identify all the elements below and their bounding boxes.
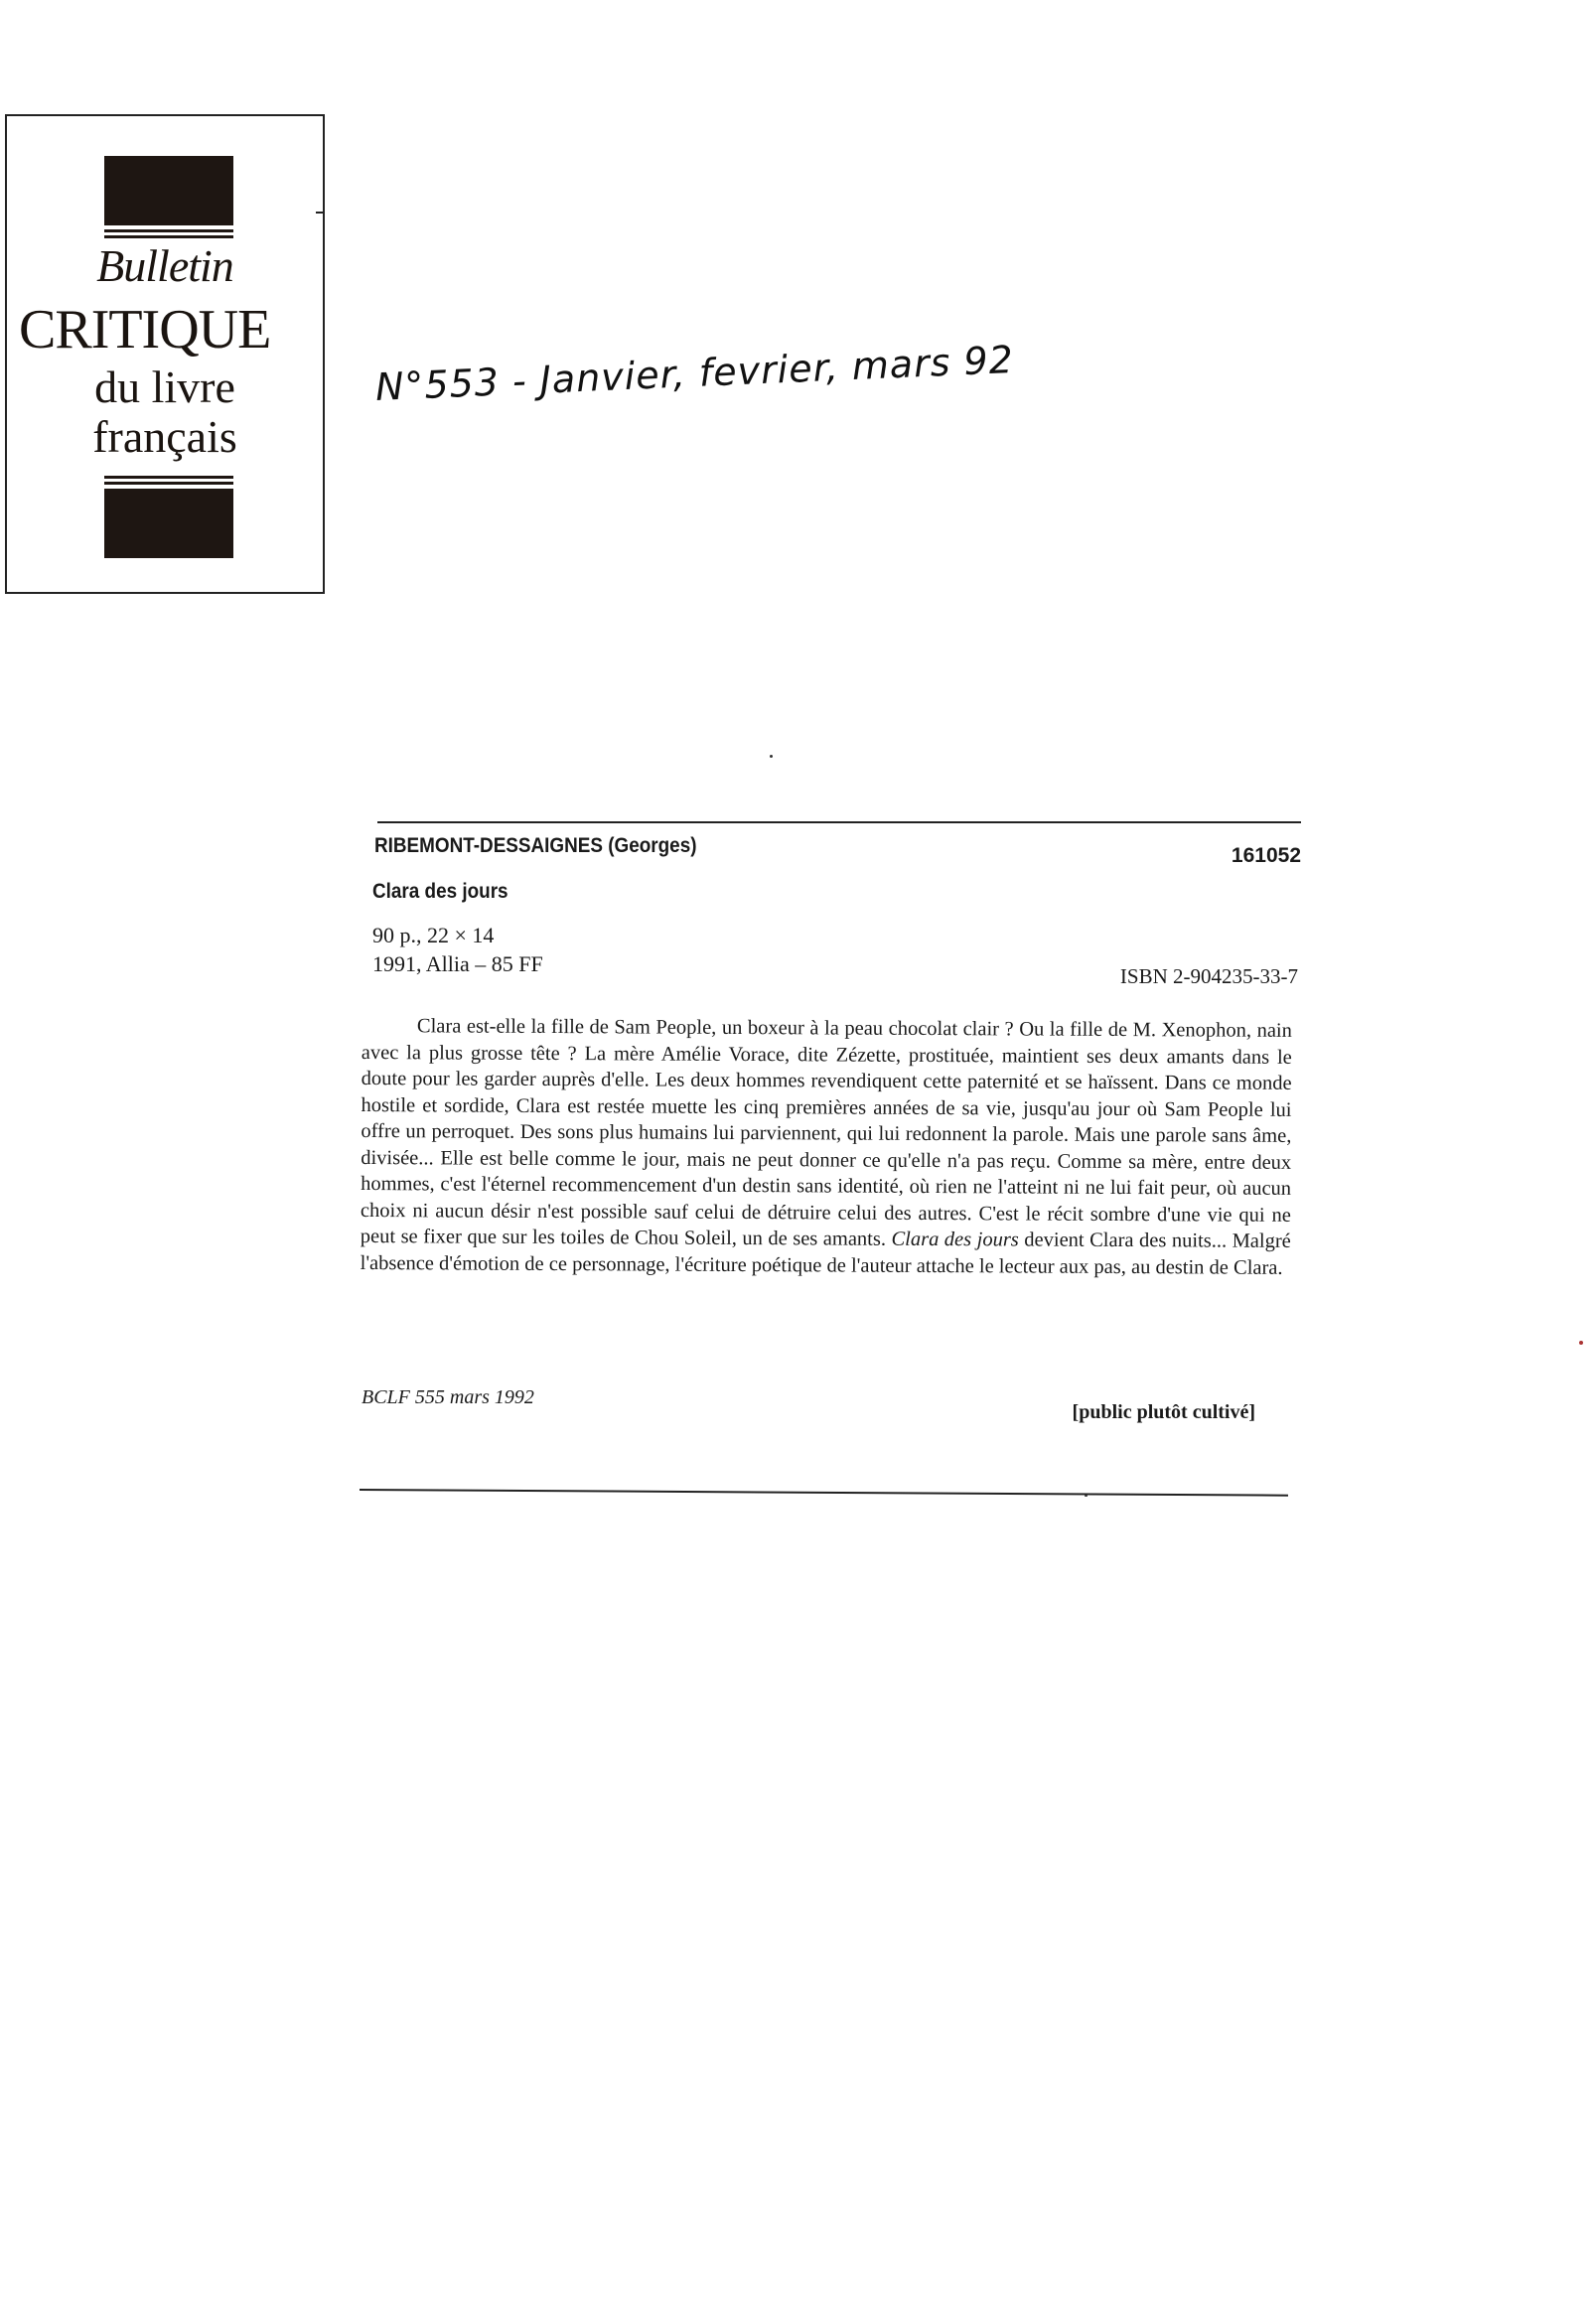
scan-speck [770, 755, 773, 758]
masthead-bottom-block [104, 489, 233, 558]
masthead-rule [104, 476, 233, 479]
review-body-text: Clara est-elle la fille de Sam People, un boxeur à la peau chocolat clair ? Ou la fille de M. Xenophon, nain avec la plus grosse tête ? La mère Amélie Vorace, dite Zézette, prostituée, maintient ses deux amants dans le doute pour les garder auprès d'elle. Les deux hommes revendiquent cette paternité et se haïssent. Dans ce monde hostile et sordide, Clara est restée muette les cinq premières années de sa vie, jusqu'au jour où Sam People lui offre un perroquet. Des sons plus humains lui parviennent, qui lui redonnent la parole. Mais une parole sans âme, divisée... Elle est belle comme le jour, mais ne peut donner ce qu'elle n'a pas reçu. Comme sa mère, entre deux hommes, c'est l'éternel recommencement d'un destin sans identité, où rien ne l'atteint ni ne lui fait peur, où aucun choix ni aucun désir n'est possible sauf celui de détruire celui des autres. C'est le récit sombre d'une vie qui ne peut se fixer que sur les toiles de Chou Soleil, un de ses amants. [360, 1015, 1292, 1250]
review-body-italic-title: Clara des jours [891, 1228, 1019, 1251]
book-title: Clara des jours [372, 880, 508, 903]
masthead-top-block [104, 156, 233, 225]
review-body [361, 1013, 1292, 1281]
review-body-text: devient Clara des nuits... Malgré l'absence d'émotion de ce personnage, l'écriture poétique de l'auteur attache le lecteur aux pas, au destin de Clara. [360, 1229, 1291, 1279]
review-reference-number: 161052 [1231, 844, 1301, 867]
masthead-rule [104, 229, 233, 232]
masthead-rule [104, 482, 233, 485]
masthead-logo [5, 114, 325, 594]
review-audience: [public plutôt cultivé] [1072, 1401, 1255, 1423]
masthead-du-livre: du livre [94, 362, 235, 412]
book-pages-format: 90 p., 22 × 14 [372, 923, 495, 947]
scan-speck [1085, 1495, 1088, 1497]
review-author: RIBEMONT-DESSAIGNES (Georges) [374, 834, 697, 857]
handwritten-issue-note: N°553 - Janvier, fevrier, mars 92 [374, 337, 1015, 409]
masthead-bulletin: Bulletin [96, 240, 233, 291]
book-publication-info: 1991, Allia – 85 FF [372, 951, 543, 976]
top-divider [377, 821, 1301, 823]
book-isbn: ISBN 2-904235-33-7 [1119, 964, 1298, 988]
masthead-rule [104, 235, 233, 238]
masthead-critique: CRITIQUE [19, 299, 271, 361]
masthead-tick-mark [316, 212, 323, 214]
masthead-francais: français [92, 411, 237, 462]
bottom-divider [360, 1489, 1288, 1496]
scan-speck [1579, 1341, 1583, 1345]
review-citation: BCLF 555 mars 1992 [362, 1386, 534, 1408]
